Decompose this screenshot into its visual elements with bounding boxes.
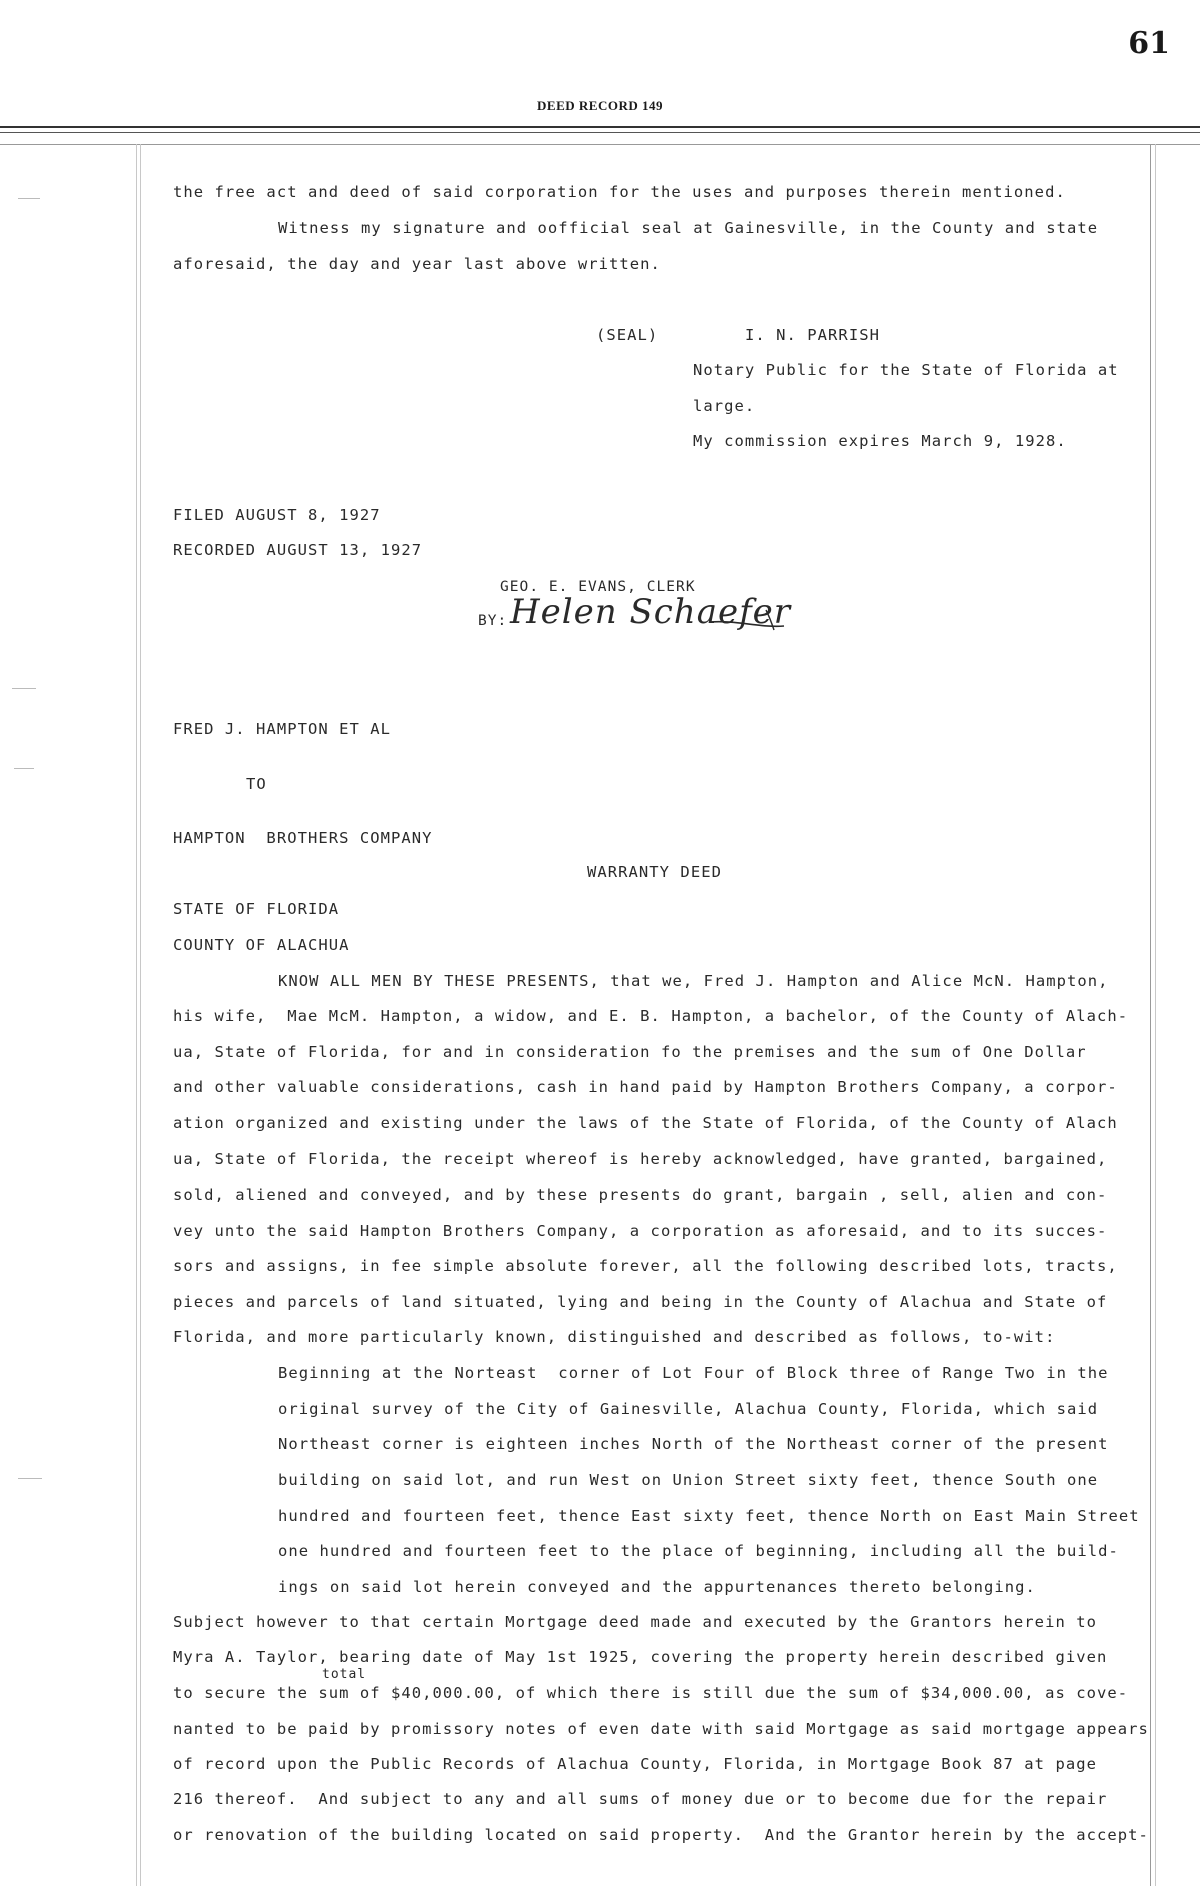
notary-name: I. N. PARRISH	[745, 326, 880, 344]
body-line: ua, State of Florida, the receipt whereof is hereby acknowledged, have granted, bargained,	[173, 1150, 1108, 1168]
header-title: DEED RECORD 149	[537, 98, 663, 113]
header-rule-lower	[0, 144, 1200, 145]
recorded-date: RECORDED AUGUST 13, 1927	[173, 541, 423, 559]
description-line: Beginning at the Norteast corner of Lot Four of Block three of Range Two in the	[278, 1364, 1109, 1382]
seal-label: (SEAL)	[596, 326, 659, 344]
header-rule	[0, 126, 1200, 128]
subject-line: Subject however to that certain Mortgage deed made and executed by the Grantors herein to	[173, 1613, 1097, 1631]
clerk-signature: Helen Schaefer	[510, 592, 792, 632]
margin-mark	[12, 688, 36, 689]
body-line: Florida, and more particularly known, distinguished and described as follows, to-wit:	[173, 1328, 1056, 1346]
body-line: ation organized and existing under the laws of the State of Florida, of the County of Alach	[173, 1114, 1118, 1132]
left-margin-line	[136, 144, 137, 1886]
subject-line: to secure the sum of $40,000.00, of which there is still due the sum of $34,000.00, as cove-	[173, 1684, 1129, 1702]
county-heading: COUNTY OF ALACHUA	[173, 936, 350, 954]
state-heading: STATE OF FLORIDA	[173, 900, 340, 918]
body-line: his wife, Mae McM. Hampton, a widow, and E. B. Hampton, a bachelor, of the County of Alach-	[173, 1007, 1129, 1025]
margin-mark	[18, 198, 40, 199]
grantee: HAMPTON BROTHERS COMPANY	[173, 829, 433, 847]
filed-date: FILED AUGUST 8, 1927	[173, 506, 381, 524]
body-line: vey unto the said Hampton Brothers Company, a corporation as aforesaid, and to its succes-	[173, 1222, 1108, 1240]
description-line: building on said lot, and run West on Union Street sixty feet, thence South one	[278, 1471, 1099, 1489]
right-margin-line-outer	[1155, 144, 1156, 1886]
subject-line: Myra A. Taylor, bearing date of May 1st 1925, covering the property herein described given	[173, 1648, 1108, 1666]
to-label: TO	[246, 775, 267, 793]
commission-expiry: My commission expires March 9, 1928.	[693, 432, 1067, 450]
margin-mark	[14, 768, 34, 769]
subject-line: 216 thereof. And subject to any and all sums of money due or to become due for the repair	[173, 1790, 1108, 1808]
notary-title: Notary Public for the State of Florida at	[693, 361, 1119, 379]
deed-type: WARRANTY DEED	[587, 863, 722, 881]
left-margin-line-inner	[140, 144, 141, 1886]
body-line: sors and assigns, in fee simple absolute forever, all the following described lots, tracts,	[173, 1257, 1118, 1275]
body-line: pieces and parcels of land situated, lying and being in the County of Alachua and State of	[173, 1293, 1108, 1311]
signature-flourish	[706, 600, 786, 640]
description-line: one hundred and fourteen feet to the place of beginning, including all the build-	[278, 1542, 1119, 1560]
notary-line: aforesaid, the day and year last above written.	[173, 255, 661, 273]
by-label: BY:	[478, 613, 508, 629]
body-line: ua, State of Florida, for and in consideration fo the premises and the sum of One Dollar	[173, 1043, 1087, 1061]
margin-mark	[18, 1478, 42, 1479]
body-line: and other valuable considerations, cash in hand paid by Hampton Brothers Company, a corpor-	[173, 1078, 1118, 1096]
notary-line: the free act and deed of said corporation for the uses and purposes therein mentioned.	[173, 183, 1066, 201]
notary-title-cont: large.	[693, 397, 756, 415]
page-number: 61	[1128, 26, 1170, 61]
description-line: hundred and fourteen feet, thence East sixty feet, thence North on East Main Street	[278, 1507, 1140, 1525]
body-line: sold, aliened and conveyed, and by these presents do grant, bargain , sell, alien and con-	[173, 1186, 1108, 1204]
description-line: Northeast corner is eighteen inches North of the Northeast corner of the present	[278, 1435, 1109, 1453]
header-rule-thin	[0, 132, 1200, 133]
right-margin-line	[1150, 144, 1151, 1886]
body-line: KNOW ALL MEN BY THESE PRESENTS, that we, Fred J. Hampton and Alice McN. Hampton,	[278, 972, 1109, 990]
grantor: FRED J. HAMPTON ET AL	[173, 720, 392, 738]
notary-line: Witness my signature and oofficial seal at Gainesville, in the County and state	[278, 219, 1099, 237]
description-line: original survey of the City of Gainesville, Alachua County, Florida, which said	[278, 1400, 1099, 1418]
handwritten-insertion: total	[322, 1667, 367, 1682]
clerk-name: GEO. E. EVANS, CLERK	[500, 579, 696, 595]
description-line: ings on said lot herein conveyed and the appurtenances thereto belonging.	[278, 1578, 1036, 1596]
subject-line: or renovation of the building located on said property. And the Grantor herein by the accept-	[173, 1826, 1149, 1844]
subject-line: of record upon the Public Records of Alachua County, Florida, in Mortgage Book 87 at page	[173, 1755, 1097, 1773]
subject-line: nanted to be paid by promissory notes of even date with said Mortgage as said mortgage appears	[173, 1720, 1149, 1738]
